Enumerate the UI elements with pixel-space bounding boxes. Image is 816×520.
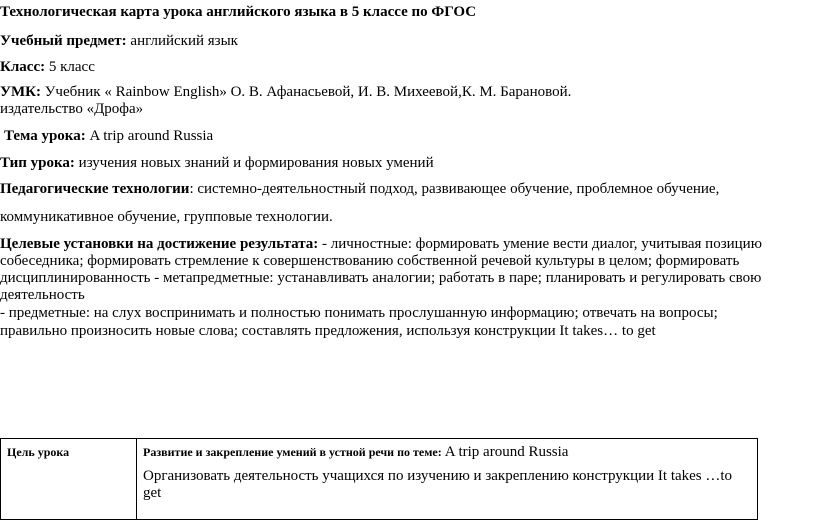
goals-line-3: дисциплинированность - метапредметные: устанавливать аналогии; работать в паре; планировать и регулировать свою bbox=[0, 270, 762, 286]
subject-value: английский язык bbox=[130, 33, 238, 49]
goals-label: Целевые установки на достижение результата: bbox=[0, 236, 319, 252]
technologies-row bbox=[0, 181, 719, 198]
goals-line-4: деятельность bbox=[0, 287, 85, 303]
table-row bbox=[1, 439, 758, 520]
umk-label: УМК: bbox=[0, 84, 42, 100]
goal-label-cell bbox=[1, 439, 137, 520]
subject-row bbox=[0, 33, 238, 50]
lesson-type-label: Тип урока: bbox=[0, 155, 75, 171]
goals-line-5: - предметные: на слух воспринимать и полностью понимать прослушанную информацию; отвечать на вопросы; bbox=[0, 305, 718, 321]
goal-topic: A trip around Russia bbox=[444, 444, 569, 460]
umk-row bbox=[0, 84, 571, 101]
goals-line-1: - личностные: формировать умение вести диалог, учитывая позицию bbox=[318, 236, 762, 252]
goal-heading: Развитие и закрепление умений в устной речи по теме: bbox=[143, 445, 445, 459]
subject-label: Учебный предмет: bbox=[0, 33, 127, 49]
lesson-table bbox=[0, 438, 758, 520]
lesson-type-value: изучения новых знаний и формирования новых умений bbox=[78, 155, 434, 171]
topic-row bbox=[4, 128, 213, 145]
goal-text: Организовать деятельность учащихся по изучению и закреплению конструкции It takes …to get bbox=[143, 468, 733, 501]
grade-value: 5 класс bbox=[48, 59, 95, 75]
goals-line-2: собеседника; формировать стремление к совершенствованию собственной речевой культуры в целом; формировать bbox=[0, 253, 740, 269]
topic-label: Тема урока: bbox=[4, 128, 86, 144]
technologies-label: Педагогические технологии bbox=[0, 181, 190, 197]
umk-publisher: издательство «Дрофа» bbox=[0, 101, 144, 117]
goal-label: Цель урока bbox=[7, 445, 70, 459]
document-title: Технологическая карта урока английского языка в 5 классе по ФГОС bbox=[0, 4, 477, 20]
goals-line-6: правильно произносить новые слова; составлять предложения, используя конструкции It takes… to get bbox=[0, 323, 656, 339]
topic-value: A trip around Russia bbox=[89, 128, 214, 144]
goals-row bbox=[0, 236, 762, 253]
lesson-type-row bbox=[0, 155, 434, 172]
grade-row bbox=[0, 59, 95, 76]
goal-content-cell bbox=[137, 439, 758, 520]
grade-label: Класс: bbox=[0, 59, 46, 75]
goal-heading-row bbox=[143, 443, 757, 461]
technologies-value: : системно-деятельностный подход, развивающее обучение, проблемное обучение, bbox=[189, 181, 720, 197]
technologies-continued: коммуникативное обучение, групповые технологии. bbox=[0, 209, 333, 225]
umk-value: Учебник « Rainbow English» О. В. Афанасьевой, И. В. Михеевой,К. М. Барановой. bbox=[44, 84, 572, 100]
